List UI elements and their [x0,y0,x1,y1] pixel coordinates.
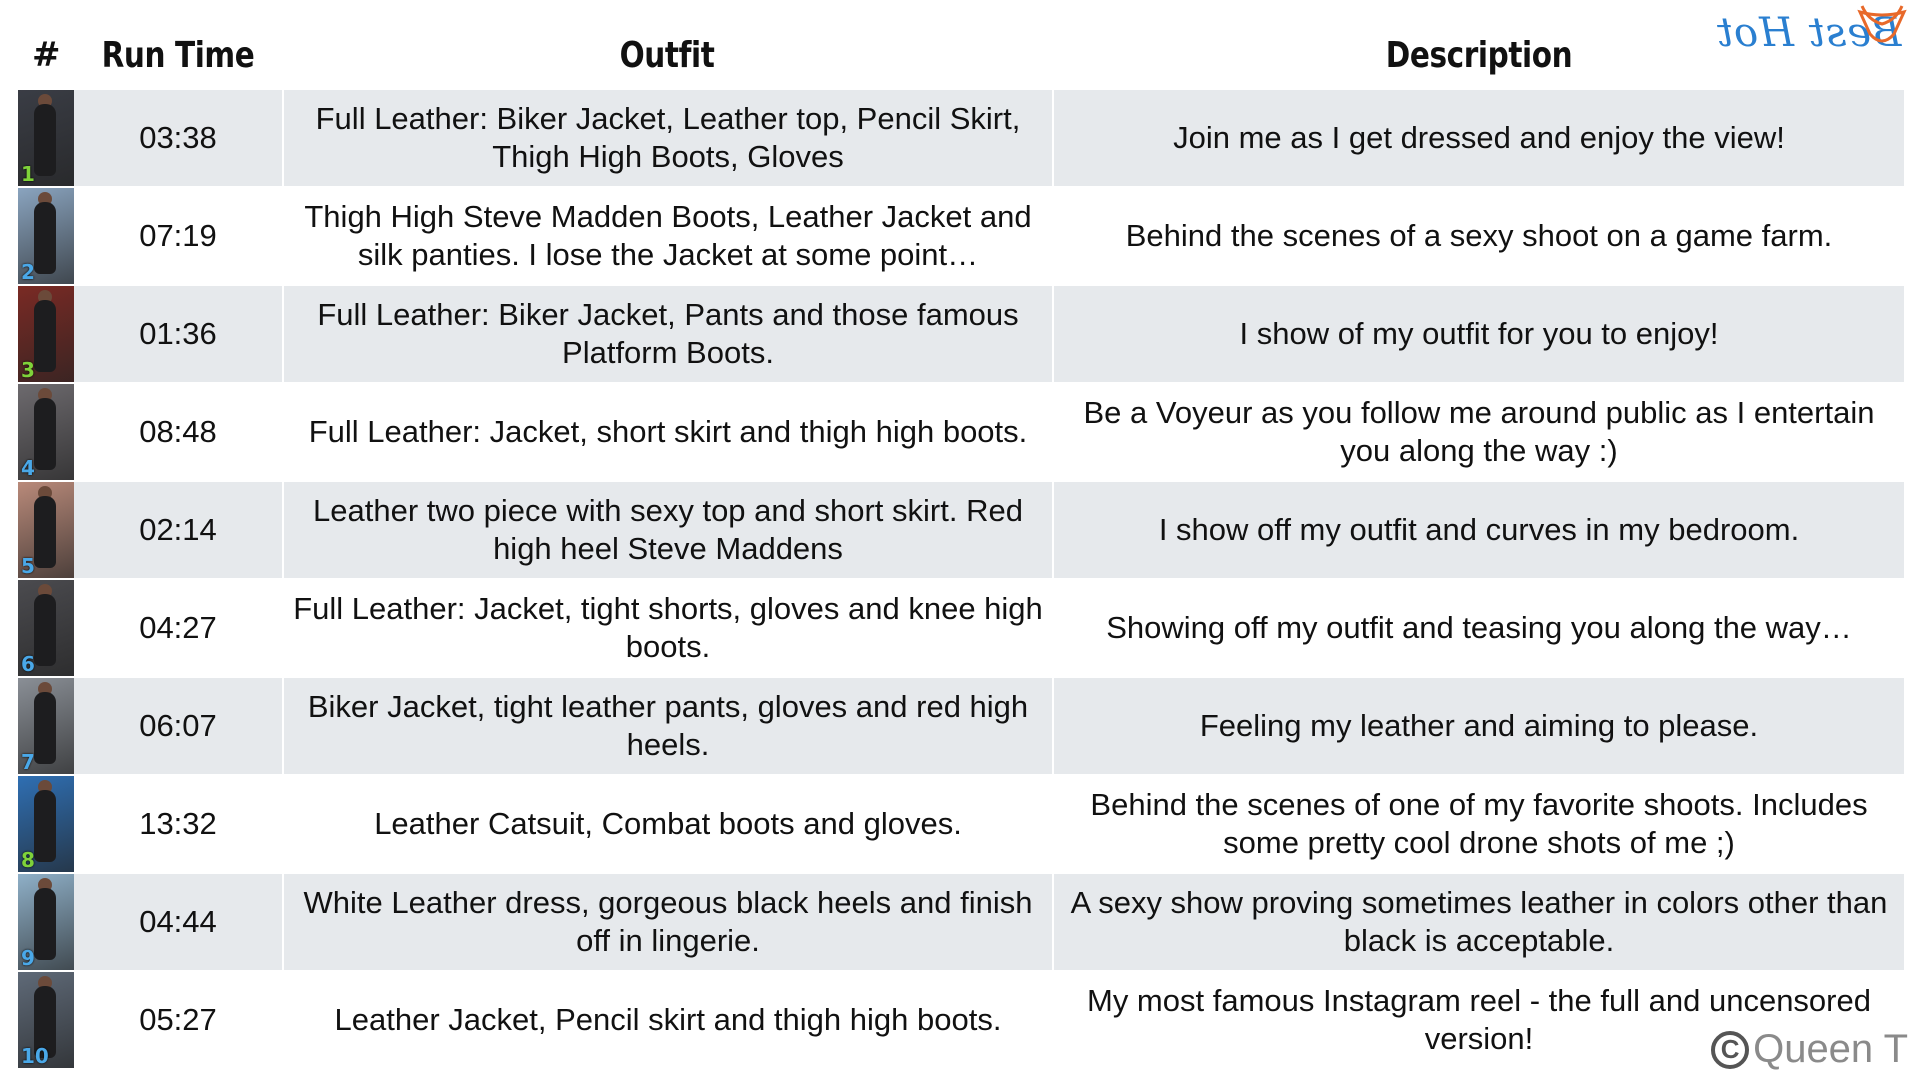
row-number: 6 [21,652,35,676]
row-number: 10 [21,1044,49,1068]
row-number: 1 [21,162,35,186]
row-number: 5 [21,554,35,578]
video-thumbnail[interactable] [18,90,74,186]
run-time-cell: 08:48 [74,384,282,480]
run-time-cell: 05:27 [74,972,282,1068]
description-cell: I show off my outfit and curves in my bedroom. [1052,482,1904,578]
thumbnail-figure [34,692,56,764]
description-cell: Behind the scenes of one of my favorite shoots. Includes some pretty cool drone shots of me ;) [1052,776,1904,872]
video-thumbnail[interactable] [18,384,74,480]
video-thumbnail[interactable] [18,972,74,1068]
description-cell: A sexy show proving sometimes leather in colors other than black is acceptable. [1052,874,1904,970]
thumbnail-figure [34,202,56,274]
video-thumbnail[interactable] [18,286,74,382]
video-thumbnail[interactable] [18,188,74,284]
row-number: 4 [21,456,35,480]
header-description: Description [1385,34,1573,76]
outfit-cell: Full Leather: Biker Jacket, Pants and those famous Platform Boots. [282,286,1052,382]
brand-logo-text: Best Hot [1716,10,1902,56]
copyright-icon: C [1711,1031,1749,1069]
thumbnail-figure [34,594,56,666]
thumbnail-figure [34,300,56,372]
outfit-cell: Biker Jacket, tight leather pants, gloves and red high heels. [282,678,1052,774]
row-number: 3 [21,358,35,382]
run-time-cell: 06:07 [74,678,282,774]
outfit-cell: Full Leather: Biker Jacket, Leather top, Pencil Skirt, Thigh High Boots, Gloves [282,90,1052,186]
table-row[interactable] [18,972,1906,1068]
description-cell: Join me as I get dressed and enjoy the view! [1052,90,1904,186]
row-number: 8 [21,848,35,872]
thumbnail-figure [34,398,56,470]
video-table [18,90,1906,1070]
table-row[interactable] [18,384,1906,480]
table-row[interactable] [18,286,1906,382]
outfit-cell: Leather Catsuit, Combat boots and gloves. [282,776,1052,872]
table-row[interactable] [18,678,1906,774]
video-thumbnail[interactable] [18,874,74,970]
run-time-cell: 02:14 [74,482,282,578]
copyright-text: Queen T [1753,1027,1908,1071]
run-time-cell: 04:27 [74,580,282,676]
description-cell: My most famous Instagram reel - the full and uncensored version! [1052,972,1904,1068]
table-row[interactable] [18,776,1906,872]
video-thumbnail[interactable] [18,776,74,872]
table-row[interactable] [18,188,1906,284]
description-cell: Showing off my outfit and teasing you along the way… [1052,580,1904,676]
copyright-watermark [1711,1027,1908,1072]
table-row[interactable] [18,874,1906,970]
outfit-cell: Full Leather: Jacket, tight shorts, gloves and knee high boots. [282,580,1052,676]
header-outfit: Outfit [619,34,715,76]
description-cell: Be a Voyeur as you follow me around public as I entertain you along the way :) [1052,384,1904,480]
description-cell: Feeling my leather and aiming to please. [1052,678,1904,774]
description-cell: Behind the scenes of a sexy shoot on a game farm. [1052,188,1904,284]
header-run-time: Run Time [101,34,255,76]
video-thumbnail[interactable] [18,482,74,578]
outfit-cell: Leather two piece with sexy top and short skirt. Red high heel Steve Maddens [282,482,1052,578]
row-number: 2 [21,260,35,284]
outfit-cell: Full Leather: Jacket, short skirt and thigh high boots. [282,384,1052,480]
table-row[interactable] [18,90,1906,186]
brand-logo [1716,4,1916,66]
thumbnail-figure [34,790,56,862]
table-row[interactable] [18,580,1906,676]
row-number: 7 [21,750,35,774]
bikini-icon [1854,4,1910,60]
run-time-cell: 03:38 [74,90,282,186]
header-hash: # [32,35,60,75]
run-time-cell: 07:19 [74,188,282,284]
run-time-cell: 04:44 [74,874,282,970]
table-row[interactable] [18,482,1906,578]
thumbnail-figure [34,496,56,568]
video-thumbnail[interactable] [18,580,74,676]
row-number: 9 [21,946,35,970]
run-time-cell: 01:36 [74,286,282,382]
video-thumbnail[interactable] [18,678,74,774]
thumbnail-figure [34,888,56,960]
thumbnail-figure [34,104,56,176]
description-cell: I show of my outfit for you to enjoy! [1052,286,1904,382]
outfit-cell: White Leather dress, gorgeous black heels and finish off in lingerie. [282,874,1052,970]
run-time-cell: 13:32 [74,776,282,872]
outfit-cell: Thigh High Steve Madden Boots, Leather Jacket and silk panties. I lose the Jacket at some point… [282,188,1052,284]
outfit-cell: Leather Jacket, Pencil skirt and thigh high boots. [282,972,1052,1068]
